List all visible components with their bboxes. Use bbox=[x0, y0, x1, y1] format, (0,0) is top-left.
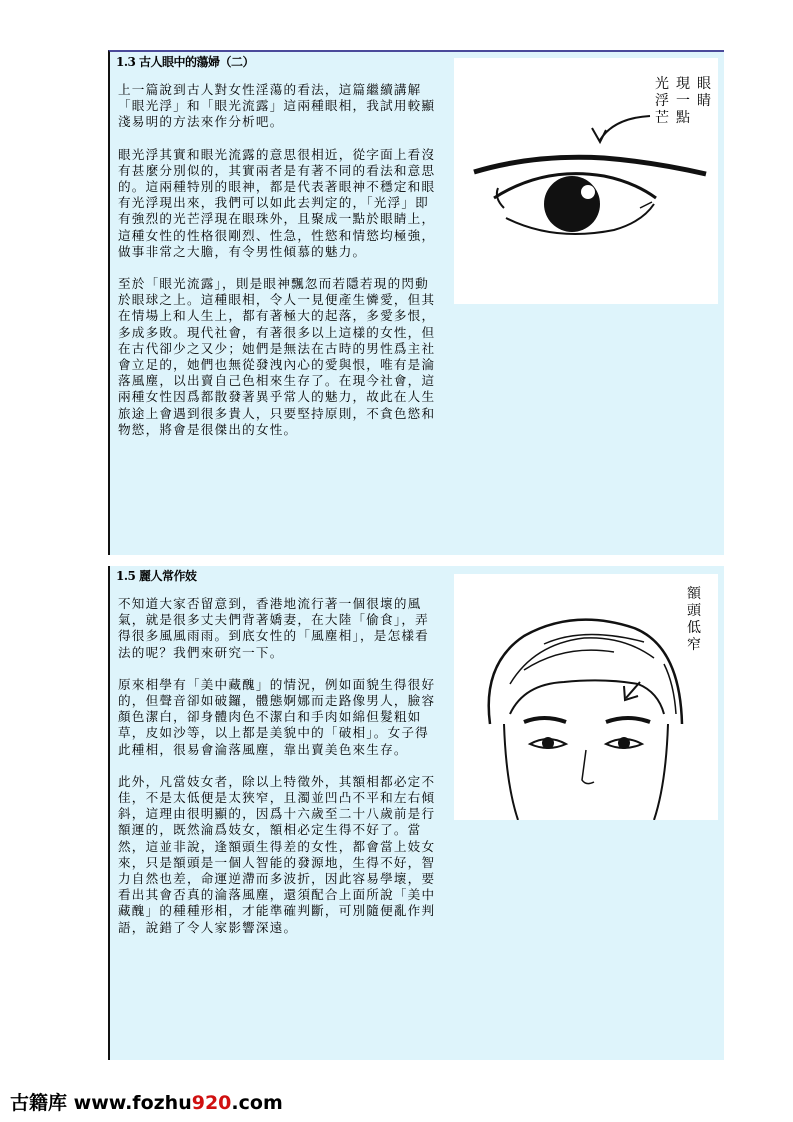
figure-label: 光浮 bbox=[655, 76, 669, 109]
section-heading: 1.3 古人眼中的蕩婦（二） bbox=[116, 55, 255, 69]
figure-label: 芒 bbox=[655, 110, 669, 126]
eye-illustration bbox=[454, 58, 718, 304]
eye-drawing bbox=[454, 58, 718, 304]
article-body bbox=[118, 596, 436, 952]
section-heading: 1.5 麗人常作妓 bbox=[116, 569, 197, 583]
paragraph: 不知道大家否留意到，香港地流行著一個很壞的風氣，就是很多丈夫們背著嬌妻，在大陸「偷食」，弄得很多風風雨雨。到底女性的「風塵相」，是怎樣看法的呢？我們來研究一下。 bbox=[118, 596, 429, 660]
article-panel-eye bbox=[108, 50, 724, 555]
paragraph: 上一篇說到古人對女性淫蕩的看法，這篇繼續講解「眼光浮」和「眼光流露」這兩種眼相，我試用較顯淺易明的方法來作分析吧。 bbox=[118, 82, 436, 130]
paragraph: 原來相學有「美中藏醜」的情況，例如面貌生得很好的，但聲音卻如破鑼，體態婀娜而走路像男人，臉容顏色潔白，卻身體肉色不潔白和手肉如綿但髮粗如草，皮如沙等，以上都是美貌中的「破相」。女子得此種相，很易會淪落風塵，靠出賣美色來生存。 bbox=[118, 676, 436, 757]
face-illustration bbox=[454, 574, 718, 820]
url-number: 920 bbox=[191, 1092, 232, 1114]
paragraph: 至於「眼光流露」，則是眼神飄忽而若隱若現的閃動於眼球之上。這種眼相，令人一見便產生憐愛，但其在情場上和人生上，都有著極大的起落，多愛多恨，多成多敗。現代社會，有著很多以上這樣的女性，但在古代卻少之又少；她們是無法在古時的男性爲主社會立足的，她們也無從發洩內心的愛與恨，唯有是淪落風塵，以出賣自己色相來生存了。在現今社會，這兩種女性因爲都散發著異乎常人的魅力，故此在人生旅途上會遇到很多貴人，只要堅持原則，不貪色慾和物慾，將會是很傑出的女性。 bbox=[118, 276, 436, 437]
figure-label: 眼睛 bbox=[697, 76, 711, 109]
url-prefix: www.fozhu bbox=[73, 1092, 192, 1114]
paragraph: 此外，凡當妓女者，除以上特徵外，其額相都必定不佳，不是太低便是太狹窄，且濁並凹凸不平和左右傾斜，這理由很明顯的，因爲十六歲至二十八歲前是行額運的，既然淪爲妓女，額相必定生得不好了。當然，這並非說，逢額頭生得差的女性，都會當上妓女來，只是額頭是一個人智能的發源地，生得不好，智力自然也差，命運逆滯而多波折，因此容易學壞，要看出其會否真的淪落風塵，還須配合上面所說「美中藏醜」的種種形相，才能準確判斷，可別隨便亂作判語，說錯了令人家影響深遠。 bbox=[118, 773, 436, 935]
figure-label: 額頭低窄 bbox=[687, 586, 701, 653]
site-url bbox=[74, 1092, 283, 1114]
site-name: 古籍库 bbox=[10, 1092, 68, 1114]
article-panel-forehead bbox=[108, 566, 724, 1060]
article-body bbox=[118, 82, 436, 454]
site-watermark bbox=[10, 1088, 283, 1115]
figure-label: 現一點 bbox=[676, 76, 690, 126]
face-drawing bbox=[454, 574, 718, 820]
paragraph: 眼光浮其實和眼光流露的意思很相近，從字面上看沒有甚麼分別似的，其實兩者是有著不同的看法和意思的。這兩種特別的眼神，都是代表著眼神不穩定和眼有光浮現出來，我們可以如此去判定的，「光浮」即有強烈的光芒浮現在眼珠外，且聚成一點於眼睛上，這種女性的性格很剛烈、性急，性慾和情慾均極強，做事非常之大膽，有令男性傾慕的魅力。 bbox=[118, 146, 436, 259]
url-suffix: .com bbox=[231, 1092, 283, 1114]
